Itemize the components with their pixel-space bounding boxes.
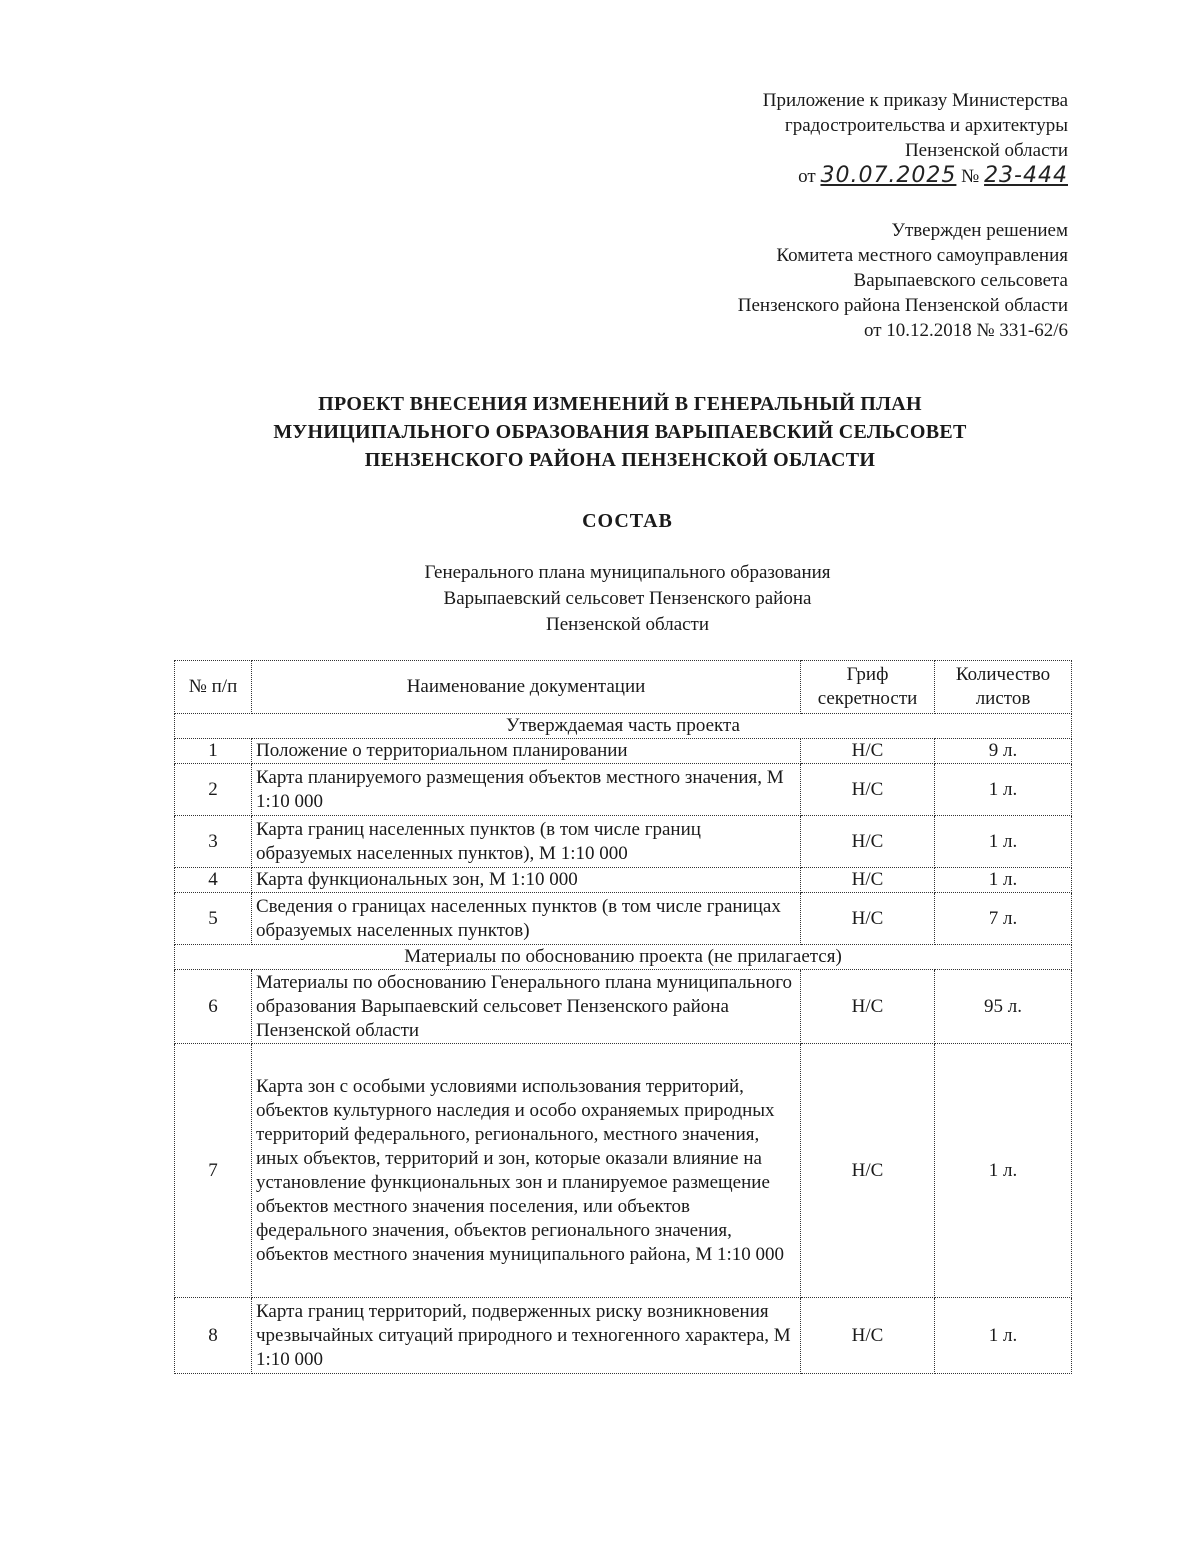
approval-line: Комитета местного самоуправления [776,245,1068,266]
table-row [175,970,1072,1044]
table-header-row [175,661,1072,714]
appendix-header [608,88,1068,189]
subtitle-line: Генерального плана муниципального образования [424,562,831,583]
table-row [175,739,1072,764]
cell-grif: Н/С [801,868,935,893]
cell-qty: 1 л. [935,1298,1072,1374]
section-title: Материалы по обоснованию проекта (не прилагается) [175,945,1072,970]
section-heading: СОСТАВ [582,510,673,532]
number-sign: № [961,166,980,187]
approval-line: от 10.12.2018 № 331-62/6 [863,320,1068,341]
cell-num: 4 [175,868,252,893]
appendix-line: Пензенской области [904,140,1068,161]
table-row [175,1298,1072,1374]
cell-grif: Н/С [801,1298,935,1374]
cell-name: Карта границ территорий, подверженных риску возникновения чрезвычайных ситуаций природного и техногенного характера, М 1:10 000 [252,1298,801,1374]
section-row [175,945,1072,970]
title-line: МУНИЦИПАЛЬНОГО ОБРАЗОВАНИЯ ВАРЫПАЕВСКИЙ СЕЛЬСОВЕТ [273,421,967,443]
cell-qty: 1 л. [935,816,1072,868]
appendix-date-line [608,163,1068,189]
cell-qty: 95 л. [935,970,1072,1044]
header-num: № п/п [175,661,252,714]
cell-name: Положение о территориальном планировании [252,739,801,764]
composition-table [174,660,1072,1374]
table-row [175,816,1072,868]
subtitle-line: Варыпаевский сельсовет Пензенского района [443,588,812,609]
cell-name: Сведения о границах населенных пунктов (в том числе границах образуемых населенных пунктов) [252,893,801,945]
title-line: ПРОЕКТ ВНЕСЕНИЯ ИЗМЕНЕНИЙ В ГЕНЕРАЛЬНЫЙ ПЛАН [318,393,922,415]
cell-name: Карта функциональных зон, М 1:10 000 [252,868,801,893]
header-grif: Гриф секретности [801,661,935,714]
cell-name: Карта границ населенных пунктов (в том числе границ образуемых населенных пунктов), М 1:10 000 [252,816,801,868]
cell-grif: Н/С [801,816,935,868]
section-row [175,714,1072,739]
approval-line: Пензенского района Пензенской области [737,295,1068,316]
subtitle-line: Пензенской области [545,614,710,635]
header-qty: Количество листов [935,661,1072,714]
cell-num: 5 [175,893,252,945]
cell-name: Материалы по обоснованию Генерального плана муниципального образования Варыпаевский сельсовет Пензенского района Пензенской области [252,970,801,1044]
handwritten-date: 30.07.2025 [820,163,957,188]
cell-qty: 1 л. [935,1044,1072,1298]
cell-qty: 7 л. [935,893,1072,945]
table-row [175,764,1072,816]
cell-qty: 1 л. [935,868,1072,893]
cell-name: Карта зон с особыми условиями использования территорий, объектов культурного наследия и особо охраняемых природных территорий федерального, регионального, местного значения, иных объектов, территорий и зон, которые оказали влияние на установление функциональных зон и планируемое размещение объектов местного значения поселения, или объектов федерального значения, объектов регионального значения, объектов местного значения муниципального района, М 1:10 000 [252,1044,801,1298]
approval-line: Утвержден решением [891,220,1068,241]
document-subtitle [0,560,1200,638]
cell-grif: Н/С [801,764,935,816]
cell-name: Карта планируемого размещения объектов местного значения, М 1:10 000 [252,764,801,816]
cell-num: 3 [175,816,252,868]
cell-num: 7 [175,1044,252,1298]
cell-grif: Н/С [801,1044,935,1298]
table-row [175,1044,1072,1298]
from-prefix: от [798,166,816,187]
title-line: ПЕНЗЕНСКОГО РАЙОНА ПЕНЗЕНСКОЙ ОБЛАСТИ [364,449,876,471]
approval-header [608,218,1068,343]
cell-qty: 1 л. [935,764,1072,816]
cell-num: 8 [175,1298,252,1374]
cell-grif: Н/С [801,739,935,764]
appendix-line: Приложение к приказу Министерства [762,90,1068,111]
cell-num: 6 [175,970,252,1044]
table-row [175,893,1072,945]
cell-num: 2 [175,764,252,816]
appendix-line: градостроительства и архитектуры [784,115,1068,136]
cell-num: 1 [175,739,252,764]
document-title [150,390,1090,474]
cell-grif: Н/С [801,893,935,945]
cell-qty: 9 л. [935,739,1072,764]
section-title: Утверждаемая часть проекта [175,714,1072,739]
handwritten-number: 23-444 [984,163,1068,188]
cell-grif: Н/С [801,970,935,1044]
approval-line: Варыпаевского сельсовета [853,270,1068,291]
header-name: Наименование документации [252,661,801,714]
table-row [175,868,1072,893]
